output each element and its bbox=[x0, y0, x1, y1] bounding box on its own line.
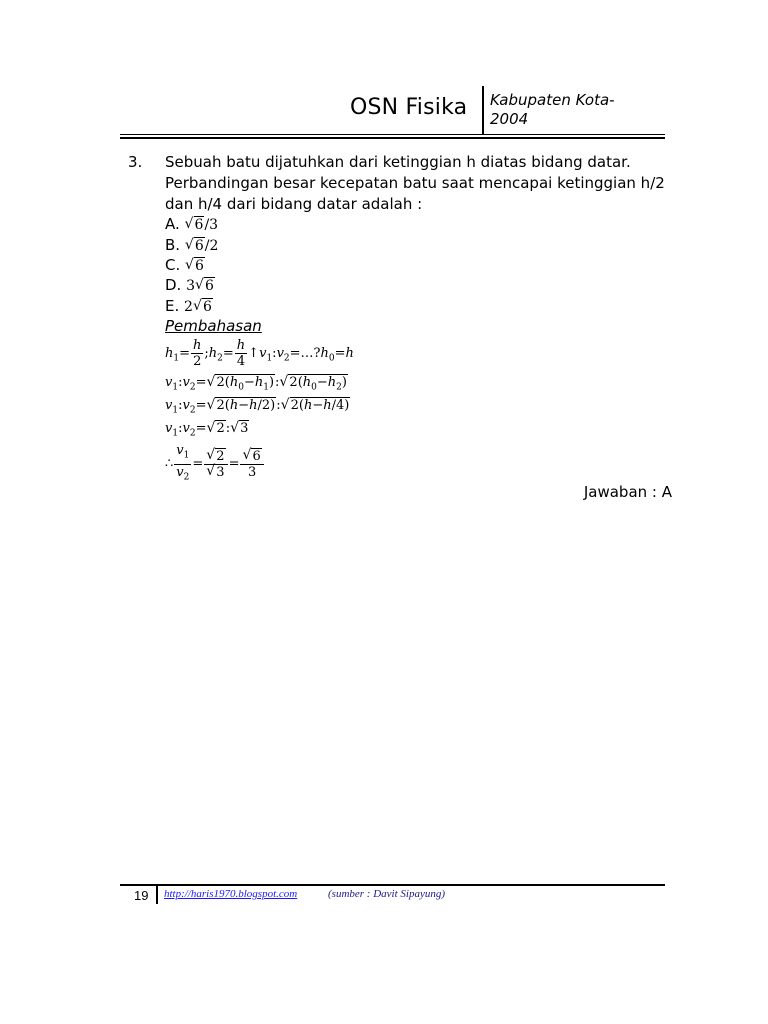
formula-line-5: ∴ $\frac{v_1}{v_2}$ = √ 2 √ 3 = √ $\frac{6}{3}$ bbox=[165, 443, 265, 485]
option-letter: A. bbox=[165, 215, 180, 233]
page-number: 19 bbox=[134, 888, 149, 903]
blog-link[interactable]: http://haris1970.blogspot.com bbox=[164, 888, 298, 900]
answer-text: Jawaban : A bbox=[583, 483, 672, 501]
header-title: OSN Fisika bbox=[350, 95, 468, 120]
option-coef: 2 bbox=[184, 299, 193, 315]
option-e bbox=[165, 297, 213, 315]
formula-line-1: $h_1=$ $\frac{h}{2}$ $;h_2=$ $\frac{h}{4}$ $↑v_1:v_2=\dots?h_0=h$ bbox=[165, 338, 354, 369]
option-b bbox=[165, 236, 218, 254]
option-c bbox=[165, 256, 205, 274]
footer-rule bbox=[120, 884, 665, 886]
header-rule-thin bbox=[120, 134, 665, 135]
source-credit: (sumber : Davit Sipayung) bbox=[328, 888, 446, 900]
header-subtitle-line2: 2004 bbox=[490, 110, 529, 128]
option-suffix: /2 bbox=[204, 238, 219, 254]
question-text: Sebuah batu dijatuhkan dari ketinggian h diatas bidang datar. Perbandingan besar kecepatan batu saat mencapai ketinggian h/2 dan h/4 dari bidang datar adalah : bbox=[165, 153, 665, 213]
header-divider bbox=[482, 86, 484, 134]
option-letter: C. bbox=[165, 256, 181, 274]
question-number: 3. bbox=[128, 153, 143, 171]
option-a bbox=[165, 215, 218, 233]
option-letter: E. bbox=[165, 297, 180, 315]
formula-line-3: $v_1:v_2=√$ 2(h−h/2):√ 2(h−h/4) bbox=[165, 398, 350, 416]
option-radicand: 6 bbox=[194, 238, 204, 254]
formula-line-2: $v_1:v_2=√$ $2(h_0-h_1):√$ $2(h_0-h_2)$ bbox=[165, 375, 348, 393]
option-letter: B. bbox=[165, 236, 181, 254]
option-radicand: 6 bbox=[202, 299, 212, 315]
formula-line-4: $v_1:v_2=√$ 2:√ 3 bbox=[165, 421, 249, 439]
option-d bbox=[165, 276, 215, 294]
option-suffix: /3 bbox=[204, 217, 219, 233]
solution-heading: Pembahasan bbox=[165, 317, 262, 335]
header-subtitle-line1: Kabupaten Kota- bbox=[490, 91, 615, 109]
option-radicand: 6 bbox=[205, 278, 214, 294]
option-radicand: 6 bbox=[194, 217, 204, 233]
option-coef: 3 bbox=[186, 278, 196, 294]
header-rule-thick bbox=[120, 137, 665, 139]
option-radicand: 6 bbox=[195, 258, 204, 274]
footer-divider bbox=[156, 886, 158, 904]
option-letter: D. bbox=[165, 276, 182, 294]
